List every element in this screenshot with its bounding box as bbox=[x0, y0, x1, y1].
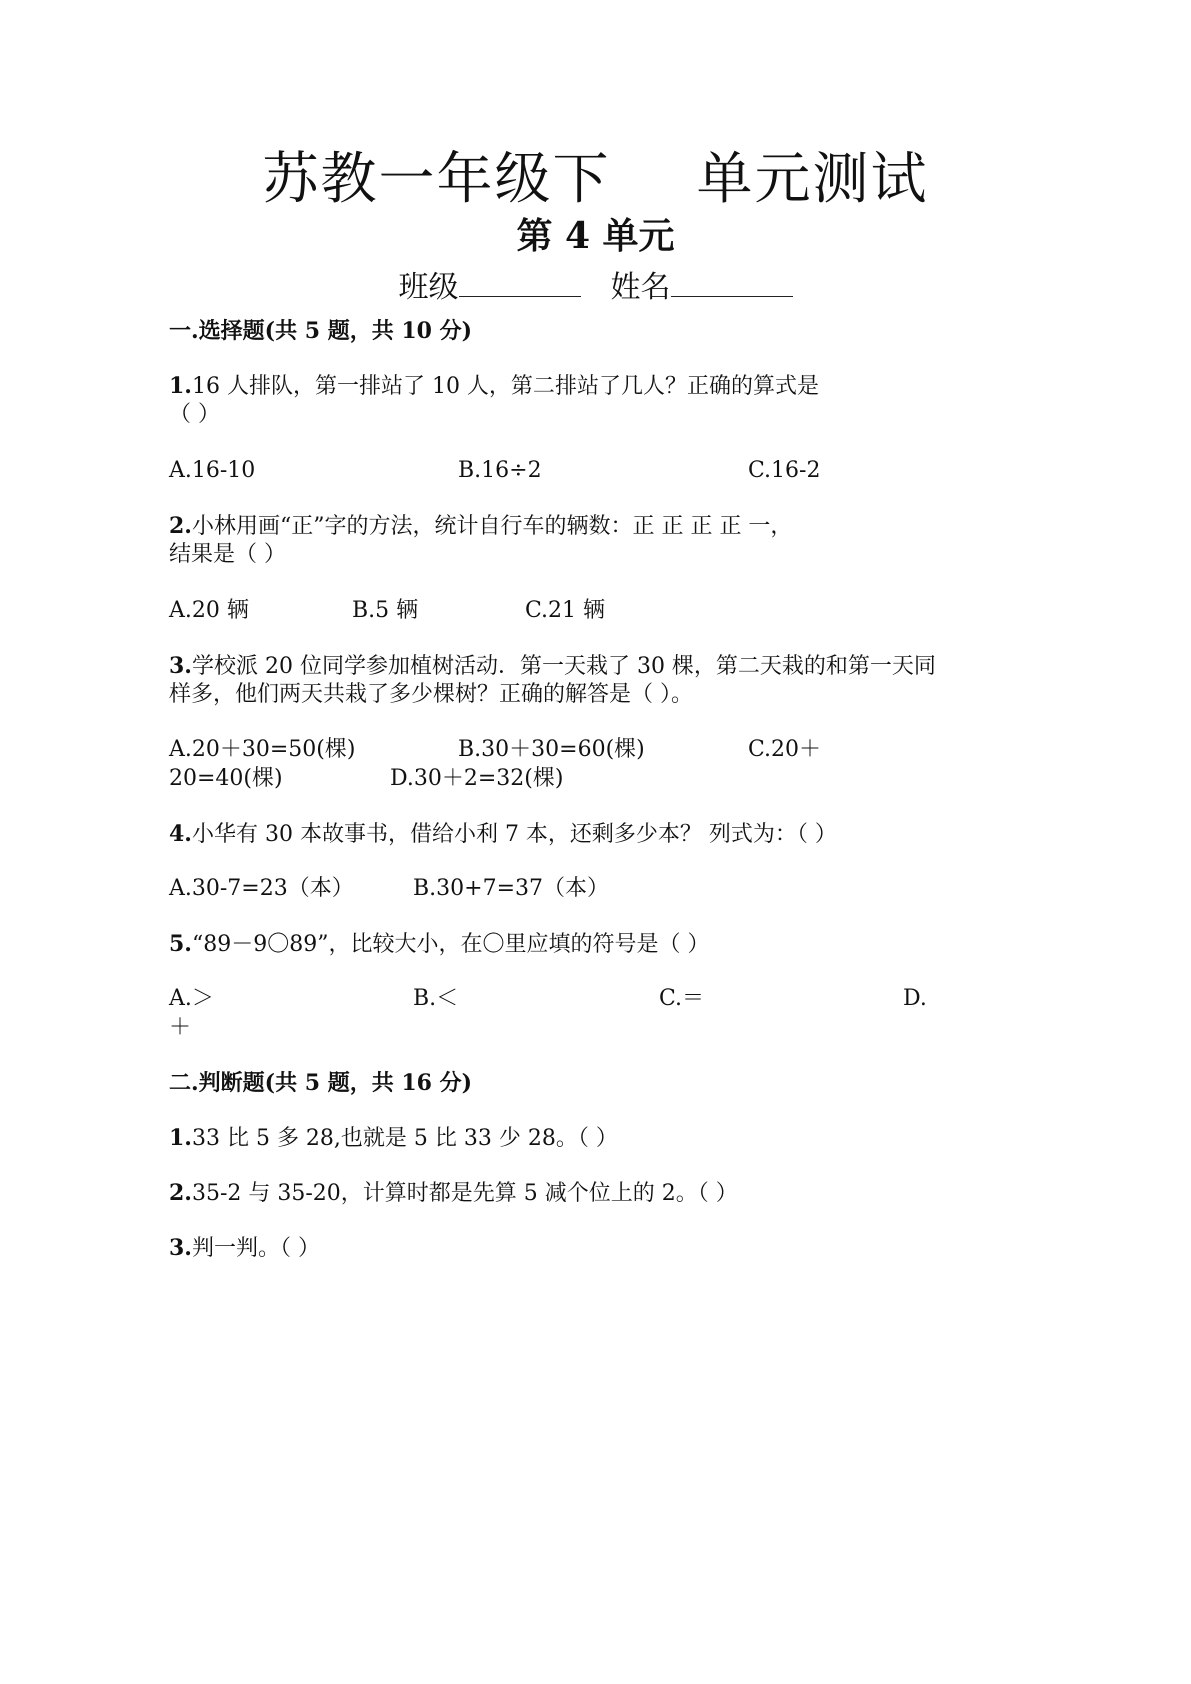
q3-option-c-cont: 20=40(棵) bbox=[169, 766, 283, 791]
judge-question-1 bbox=[169, 1123, 618, 1154]
question-text: 学校派 20 位同学参加植树活动．第一天栽了 30 棵，第二天栽的和第一天同 bbox=[191, 654, 936, 679]
question-number: 1. bbox=[169, 1125, 192, 1151]
question-number: 2. bbox=[169, 1180, 192, 1206]
q4-option-b: B.30+7=37（本） bbox=[413, 876, 610, 901]
class-blank[interactable] bbox=[459, 268, 581, 297]
question-text: 35-2 与 35-20，计算时都是先算 5 减个位上的 2。（ ） bbox=[191, 1181, 738, 1206]
question-number: 1. bbox=[169, 373, 192, 399]
q1-option-c: C.16-2 bbox=[748, 458, 821, 483]
class-name-line bbox=[0, 268, 1191, 308]
question-number: 3. bbox=[169, 653, 192, 679]
q3-option-b: B.30＋30=60(棵) bbox=[458, 737, 645, 762]
question-text: 判一判。（ ） bbox=[191, 1236, 320, 1261]
question-3-line1 bbox=[169, 651, 936, 682]
title-left: 苏教一年级下 bbox=[262, 147, 611, 212]
title-right: 单元测试 bbox=[696, 147, 929, 212]
name-label: 姓名 bbox=[610, 270, 671, 305]
question-1-line1 bbox=[169, 371, 819, 402]
q5-option-a: A.＞ bbox=[169, 986, 214, 1011]
q1-option-a: A.16-10 bbox=[169, 458, 256, 483]
q3-option-d: D.30＋2=32(棵) bbox=[390, 766, 564, 791]
q2-option-a: A.20 辆 bbox=[169, 598, 249, 623]
question-number: 3. bbox=[169, 1235, 192, 1261]
q3-option-a: A.20＋30=50(棵) bbox=[169, 737, 356, 762]
q3-option-c: C.20＋ bbox=[748, 737, 822, 762]
q5-option-d-cont: ＋ bbox=[169, 1015, 192, 1040]
question-3-line2: 样多，他们两天共栽了多少棵树？正确的解答是（ ）。 bbox=[169, 682, 693, 707]
question-5-line1 bbox=[169, 929, 709, 960]
question-text: “89－9〇89”，比较大小，在〇里应填的符号是（ ） bbox=[191, 932, 710, 957]
page-subtitle: 第 4 单元 bbox=[516, 215, 675, 257]
q4-option-a: A.30-7=23（本） bbox=[169, 876, 354, 901]
page-title bbox=[0, 146, 1191, 214]
q5-option-b: B.＜ bbox=[413, 986, 459, 1011]
question-text: 33 比 5 多 28,也就是 5 比 33 少 28。（ ） bbox=[191, 1126, 618, 1151]
section1-heading: 一.选择题(共 5 题，共 10 分) bbox=[169, 318, 473, 344]
judge-question-2 bbox=[169, 1178, 738, 1209]
q2-option-b: B.5 辆 bbox=[352, 598, 419, 623]
question-2-line1 bbox=[169, 511, 792, 542]
question-4-line1 bbox=[169, 819, 837, 850]
q2-option-c: C.21 辆 bbox=[525, 598, 606, 623]
class-label: 班级 bbox=[398, 270, 459, 305]
question-number: 5. bbox=[169, 931, 192, 957]
section2-heading: 二.判断题(共 5 题，共 16 分) bbox=[169, 1070, 473, 1096]
question-text: 小华有 30 本故事书，借给小利 7 本，还剩多少本？ 列式为：（ ） bbox=[191, 822, 837, 847]
question-number: 2. bbox=[169, 513, 192, 539]
question-1-line2: （ ） bbox=[169, 402, 220, 427]
question-text: 16 人排队，第一排站了 10 人，第二排站了几人？正确的算式是 bbox=[191, 374, 819, 399]
q1-option-b: B.16÷2 bbox=[458, 458, 542, 483]
question-2-line2: 结果是（ ） bbox=[169, 542, 286, 567]
q5-option-c: C.＝ bbox=[659, 986, 705, 1011]
q5-option-d: D. bbox=[903, 986, 927, 1011]
question-number: 4. bbox=[169, 821, 192, 847]
name-blank[interactable] bbox=[671, 268, 793, 297]
judge-question-3 bbox=[169, 1233, 320, 1264]
question-text: 小林用画“正”字的方法，统计自行车的辆数：正 正 正 正 一， bbox=[191, 514, 793, 539]
